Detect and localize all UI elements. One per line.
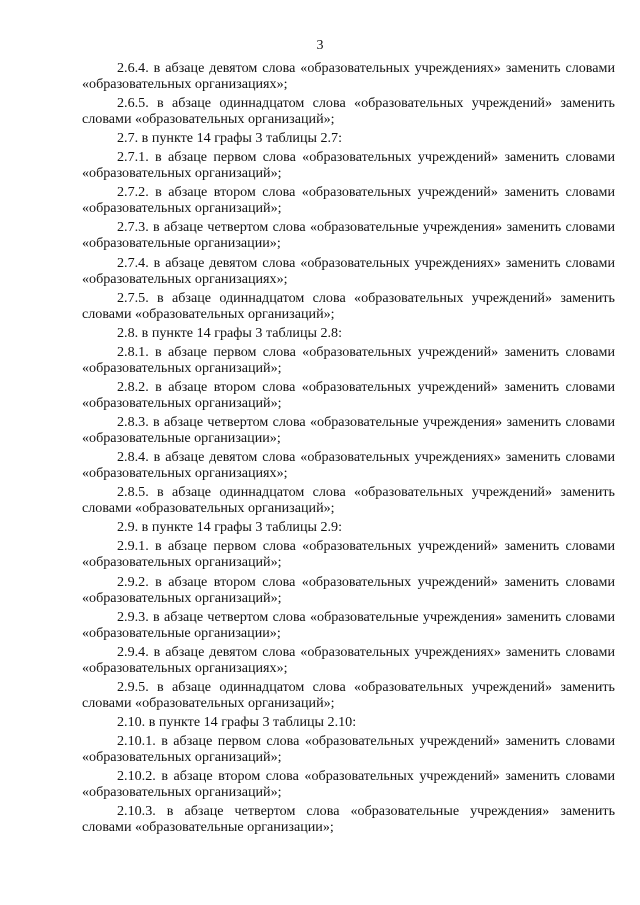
paragraph: 2.7. в пункте 14 графы 3 таблицы 2.7: [117,130,343,147]
paragraph: 2.7.4. в абзаце девятом слова «образовательных учреждениях» заменить словами «образовательных организациях»; [82,254,615,287]
paragraph: 2.9. в пункте 14 графы 3 таблицы 2.9: [117,519,343,536]
paragraph: 2.10. в пункте 14 графы 3 таблицы 2.10: [117,713,357,730]
paragraph: 2.8.3. в абзаце четвертом слова «образовательные учреждения» заменить словами «образовательные организации»; [82,414,615,447]
page-number: 3 [316,38,324,53]
paragraph: 2.10.2. в абзаце втором слова «образовательных учреждений» заменить словами «образовательных организаций»; [82,768,615,801]
paragraph: 2.8.2. в абзаце втором слова «образовательных учреждений» заменить словами «образовательных организаций»; [82,378,615,411]
paragraph: 2.9.3. в абзаце четвертом слова «образовательные учреждения» заменить словами «образовательные организации»; [82,608,615,641]
paragraph: 2.8.1. в абзаце первом слова «образовательных учреждений» заменить словами «образовательных организаций»; [82,343,615,376]
paragraph: 2.6.4. в абзаце девятом слова «образовательных учреждениях» заменить словами «образовательных организациях»; [82,60,615,92]
paragraph: 2.10.3. в абзаце четвертом слова «образовательные учреждения» заменить словами «образовательные организации»; [82,803,615,836]
paragraph: 2.9.1. в абзаце первом слова «образовательных учреждений» заменить словами «образовательных организаций»; [82,538,615,571]
paragraph: 2.6.5. в абзаце одиннадцатом слова «образовательных учреждений» заменить словами «образовательных организаций»; [82,95,615,128]
paragraph: 2.8.4. в абзаце девятом слова «образовательных учреждениях» заменить словами «образовательных организациях»; [82,449,615,482]
paragraph: 2.7.1. в абзаце первом слова «образовательных учреждений» заменить словами «образовательных организаций»; [82,149,615,182]
paragraph: 2.9.5. в абзаце одиннадцатом слова «образовательных учреждений» заменить словами «образовательных организаций»; [82,678,615,711]
paragraph: 2.10.1. в абзаце первом слова «образовательных учреждений» заменить словами «образовательных организаций»; [82,732,615,765]
paragraph: 2.7.2. в абзаце втором слова «образовательных учреждений» заменить словами «образовательных организаций»; [82,184,615,217]
paragraph: 2.8.5. в абзаце одиннадцатом слова «образовательных учреждений» заменить словами «образовательных организаций»; [82,484,615,517]
paragraph: 2.8. в пункте 14 графы 3 таблицы 2.8: [117,324,343,341]
paragraph: 2.7.3. в абзаце четвертом слова «образовательные учреждения» заменить словами «образовательные организации»; [82,219,615,252]
paragraph: 2.7.5. в абзаце одиннадцатом слова «образовательных учреждений» заменить словами «образовательных организаций»; [82,289,615,322]
document-body [82,60,615,838]
paragraph: 2.9.4. в абзаце девятом слова «образовательных учреждениях» заменить словами «образовательных организациях»; [82,643,615,676]
paragraph: 2.9.2. в абзаце втором слова «образовательных учреждений» заменить словами «образовательных организаций»; [82,573,615,606]
